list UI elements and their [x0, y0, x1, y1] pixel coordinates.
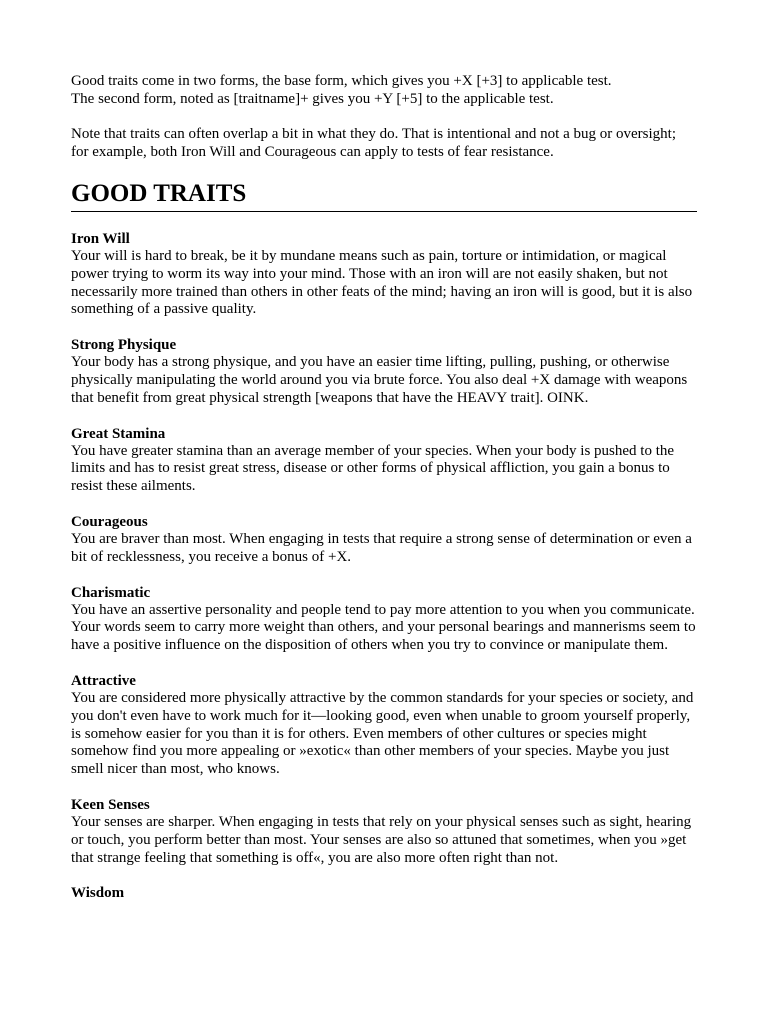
trait-description: Your will is hard to break, be it by mundane means such as pain, torture or intimidation, or magical power trying to worm its way into your mind. Those with an iron will are not easily shaken, but not necessarily more trained than others in other feats of the mind; having an iron will is good, but it is also something of a passive quality.: [71, 248, 693, 318]
trait-courageous: [71, 513, 697, 567]
trait-keen-senses: [71, 796, 697, 867]
trait-name: Keen Senses: [71, 796, 150, 813]
trait-name: Great Stamina: [71, 425, 166, 442]
intro-note: Note that traits can often overlap a bit in what they do. That is intentional and not a bug or oversight; for example, both Iron Will and Courageous can apply to tests of fear resistance.: [71, 126, 676, 160]
trait-description: Your body has a strong physique, and you have an easier time lifting, pulling, pushing, or otherwise physically manipulating the world around you via brute force. You also deal +X damage with weapons that benefit from great physical strength [weapons that have the HEAVY trait]. OINK.: [71, 354, 688, 406]
traits-list: [71, 230, 697, 902]
trait-description: You are braver than most. When engaging in tests that require a strong sense of determination or even a bit of recklessness, you receive a bonus of +X.: [71, 530, 692, 565]
trait-iron-will: [71, 230, 697, 319]
trait-description: You have greater stamina than an average member of your species. When your body is pushed to the limits and has to resist great stress, disease or other forms of physical affliction, you gain a bonus to resist these ailments.: [71, 442, 675, 495]
intro-line-1: Good traits come in two forms, the base form, which gives you +X [+3] to applicable test.: [71, 73, 612, 89]
trait-name: Wisdom: [71, 885, 125, 902]
trait-description: Your senses are sharper. When engaging in tests that rely on your physical senses such as sight, hearing or touch, you perform better than most. Your senses are also so attuned that sometimes, when you »get that strange feeling that something is off«, you are also more often right than not.: [71, 813, 692, 866]
trait-name: Courageous: [71, 513, 148, 530]
trait-wisdom: [71, 884, 697, 902]
trait-great-stamina: [71, 425, 697, 496]
trait-name: Charismatic: [71, 584, 151, 601]
trait-name: Strong Physique: [71, 337, 177, 354]
trait-name: Iron Will: [71, 231, 130, 247]
trait-attractive: [71, 672, 697, 779]
intro-line-2: The second form, noted as [traitname]+ gives you +Y [+5] to the applicable test.: [71, 91, 554, 107]
intro-section: [71, 72, 697, 161]
trait-description: You have an assertive personality and people tend to pay more attention to you when you communicate. Your words seem to carry more weight than others, and your personal bearings and mannerisms seem to have a positive influence on the disposition of others when you try to convince or manipulate them.: [71, 601, 696, 654]
trait-charismatic: [71, 584, 697, 655]
trait-description: You are considered more physically attractive by the common standards for your species or society, and you don't even have to work much for it—looking good, even when unable to groom yourself properly, is somehow easier for you than it is for others. Even members of other cultures or species might somehow find you more appealing or »exotic« than other members of your species. Maybe you just smell nicer than most, who knows.: [71, 689, 694, 778]
trait-name: Attractive: [71, 672, 136, 689]
trait-strong-physique: [71, 336, 697, 407]
section-title: GOOD TRAITS: [71, 179, 697, 212]
